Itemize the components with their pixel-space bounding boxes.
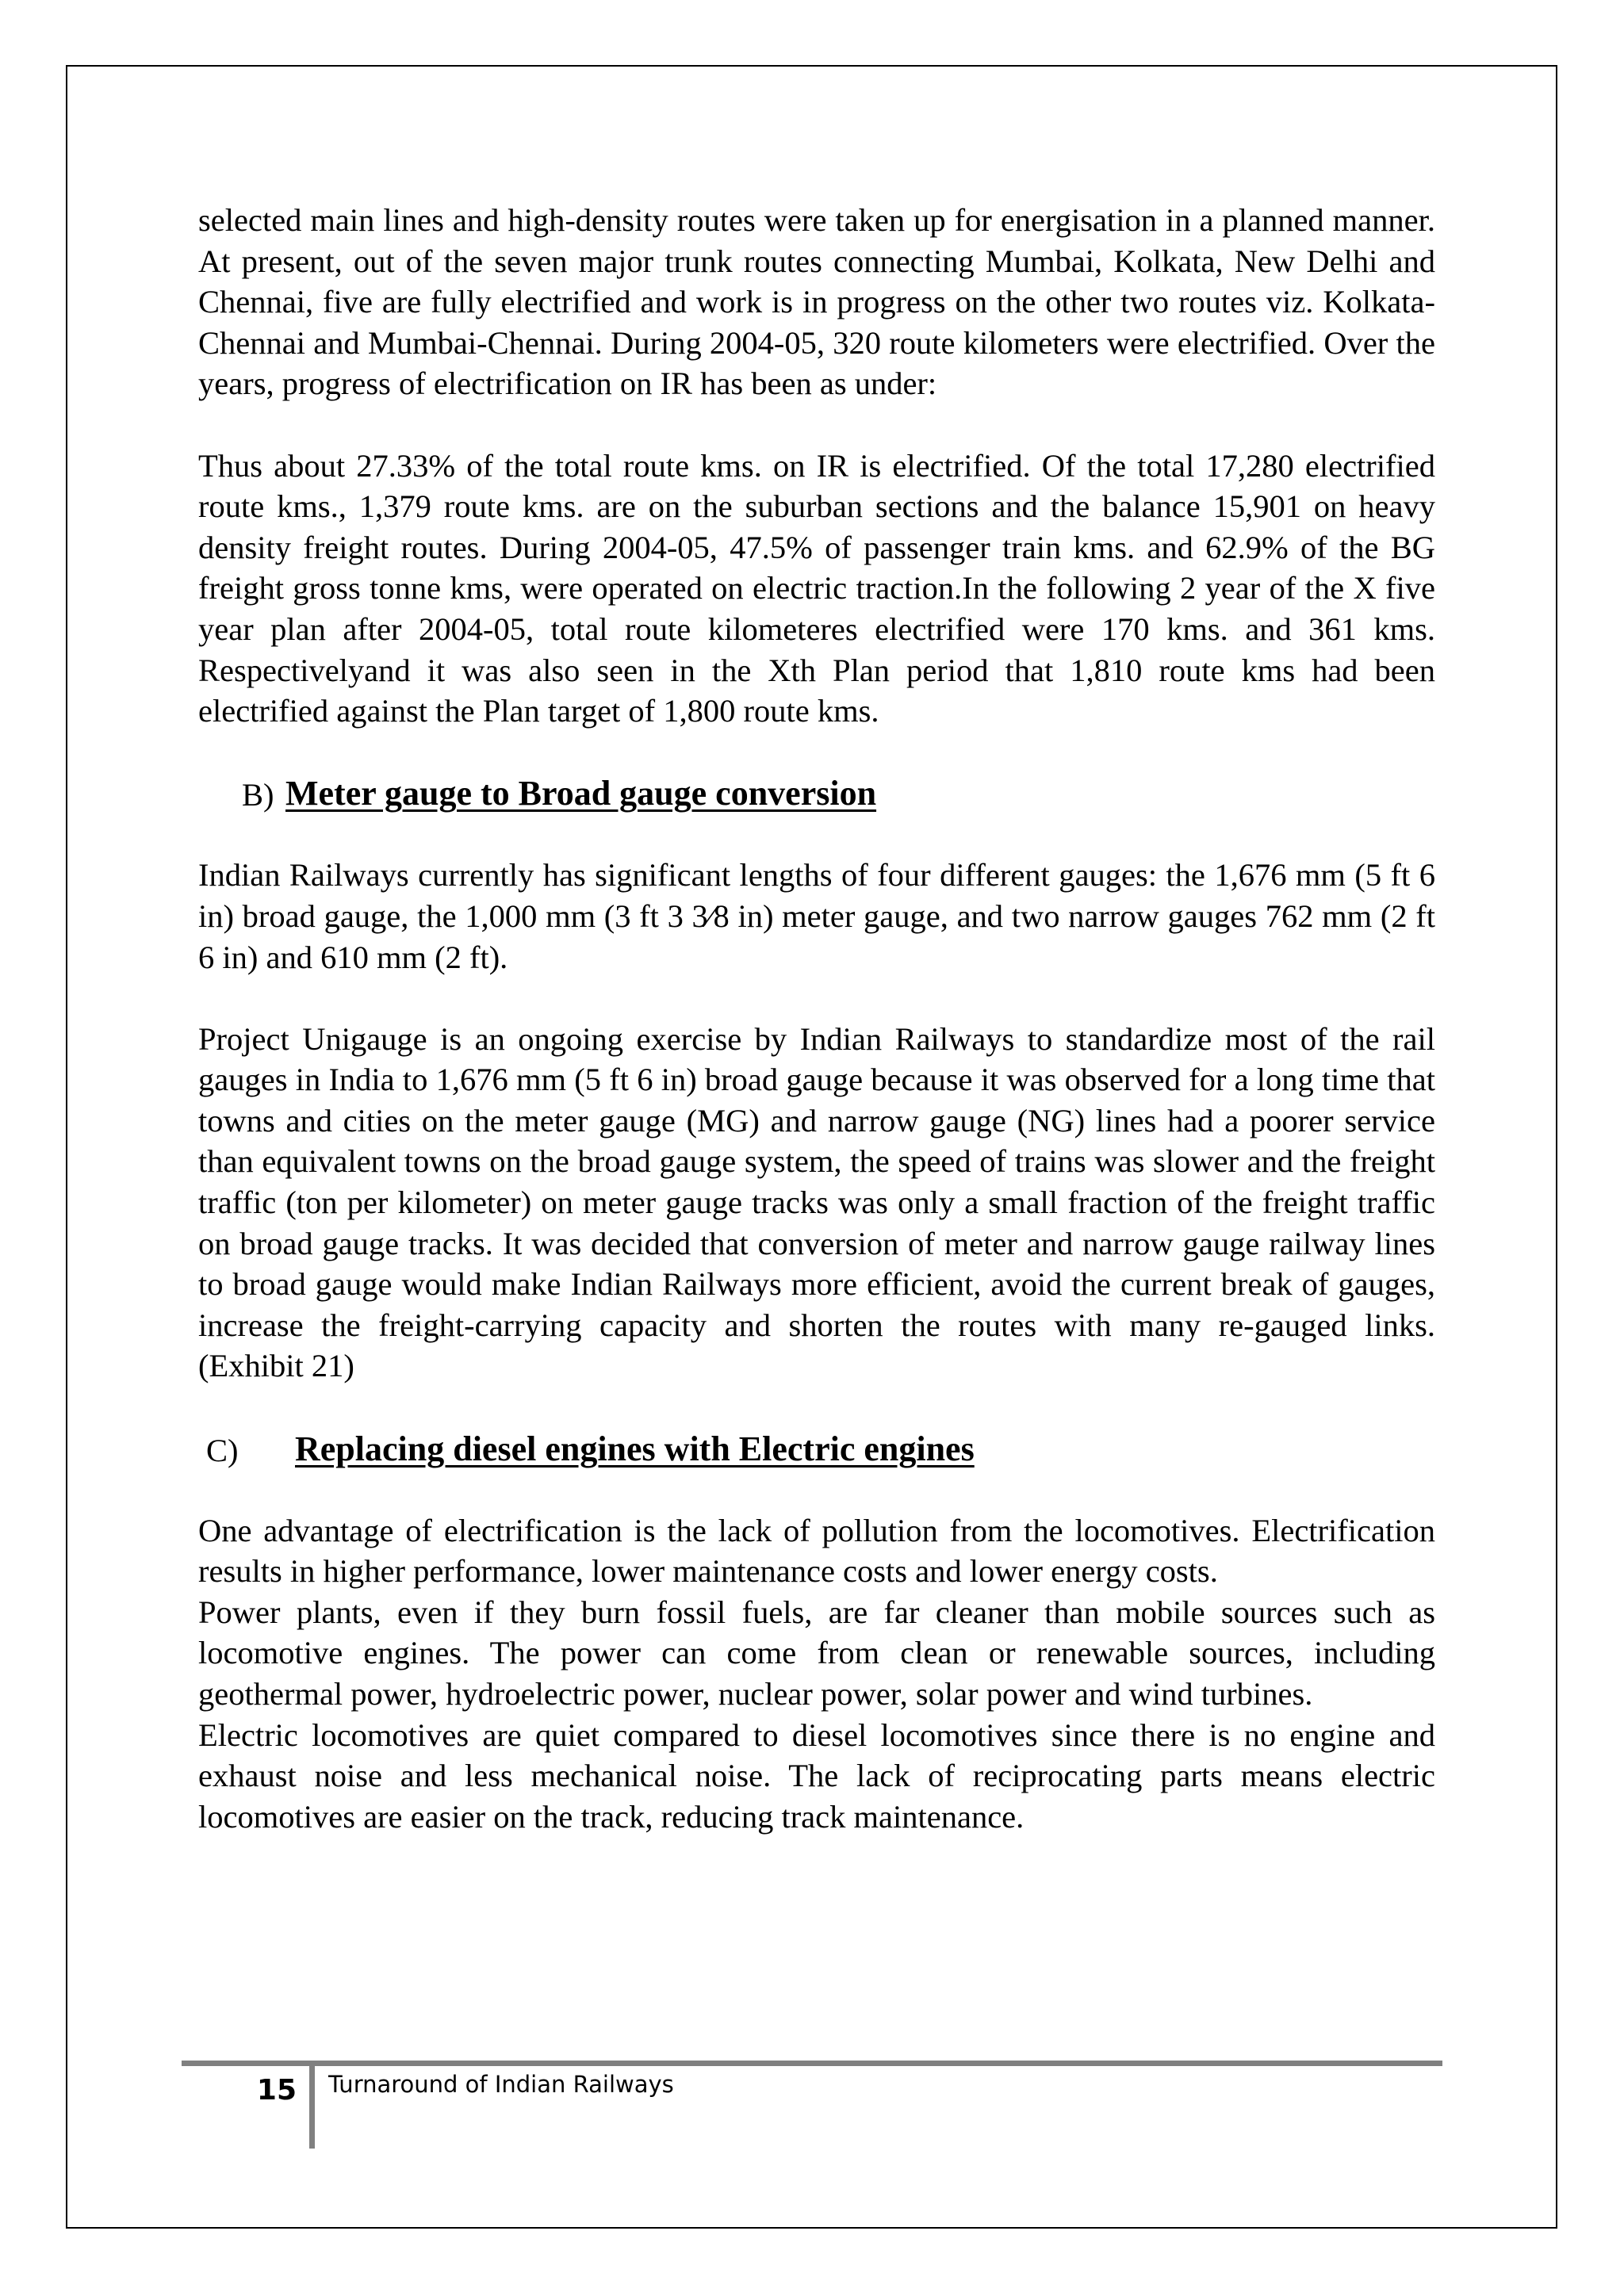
running-title: Turnaround of Indian Railways [328, 2071, 674, 2098]
section-heading-c [198, 1428, 1435, 1474]
paragraph-gap [198, 978, 1435, 1019]
paragraph-noise: Electric locomotives are quiet compared to diesel locomotives since there is no engine and exhaust noise and less mechanical noise. The lack of reciprocating parts means electric locomotives are easier on the track, reducing track maintenance. [198, 1716, 1435, 1835]
paragraph-gap [198, 732, 1435, 773]
paragraph-project-unigauge: Project Unigauge is an ongoing exercise by Indian Railways to standardize most of the rail gauges in India to 1,676 mm (5 ft 6 in) broad gauge because it was observed for a long time that towns and cities on the meter gauge (MG) and narrow gauge (NG) lines had a poorer service than equivalent towns on the broad gauge system, the speed of trains was slower and the freight traffic (ton per kilometer) on meter gauge tracks was only a small fraction of the freight traffic on broad gauge tracks. It was decided that conversion of meter and narrow gauge railway lines to broad gauge would make Indian Railways more efficient, avoid the current break of gauges, increase the freight-carrying capacity and shorten the routes with many re-gauged links. (Exhibit 21) [198, 1020, 1435, 1384]
paragraph-gauges: Indian Railways currently has significant lengths of four different gauges: the 1,676 mm (5 ft 6 in) broad gauge, the 1,000 mm (3 ft 3 3⁄8 in) meter gauge, and two narrow gauges 762 mm (2 ft 6 in) and 610 mm (2 ft). [198, 857, 1435, 975]
paragraph-gap [198, 1387, 1435, 1428]
section-letter: C) [206, 1432, 239, 1468]
page-number: 15 [256, 2074, 297, 2107]
section-title: Replacing diesel engines with Electric engines [295, 1429, 975, 1468]
paragraph-gap [198, 1474, 1435, 1510]
paragraph-pollution: One advantage of electrification is the lack of pollution from the locomotives. Electrification results in higher performance, lower maintenance costs and lower energy costs. [198, 1512, 1435, 1590]
section-title: Meter gauge to Broad gauge conversion [285, 774, 877, 813]
paragraph-gap [198, 404, 1435, 446]
page-body [198, 200, 1435, 1837]
paragraph-gap [198, 818, 1435, 855]
footer-rule [182, 2061, 1442, 2066]
paragraph-power-plants: Power plants, even if they burn fossil fuels, are far cleaner than mobile sources such as locomotive engines. The power can come from clean or renewable sources, including geothermal power, hydroelectric power, nuclear power, solar power and wind turbines. [198, 1594, 1435, 1712]
footer-divider [309, 2066, 315, 2149]
section-heading-b [198, 772, 1435, 818]
section-letter: B) [242, 777, 274, 813]
paragraph-electrification-stats: Thus about 27.33% of the total route kms. on IR is electrified. Of the total 17,280 electrified route kms., 1,379 route kms. are on the suburban sections and the balance 15,901 on heavy density freight routes. During 2004-05, 47.5% of passenger train kms. and 62.9% of the BG freight gross tonne kms, were operated on electric traction.In the following 2 year of the X five year plan after 2004-05, total route kilometeres electrified were 170 kms. and 361 kms. Respectivelyand it was also seen in the Xth Plan period that 1,810 route kms had been electrified against the Plan target of 1,800 route kms. [198, 447, 1435, 729]
paragraph-electrification-progress: selected main lines and high-density routes were taken up for energisation in a planned manner. At present, out of the seven major trunk routes connecting Mumbai, Kolkata, New Delhi and Chennai, five are fully electrified and work is in progress on the other two routes viz. Kolkata-Chennai and Mumbai-Chennai. During 2004-05, 320 route kilometers were electrified. Over the years, progress of electrification on IR has been as under: [198, 202, 1435, 402]
